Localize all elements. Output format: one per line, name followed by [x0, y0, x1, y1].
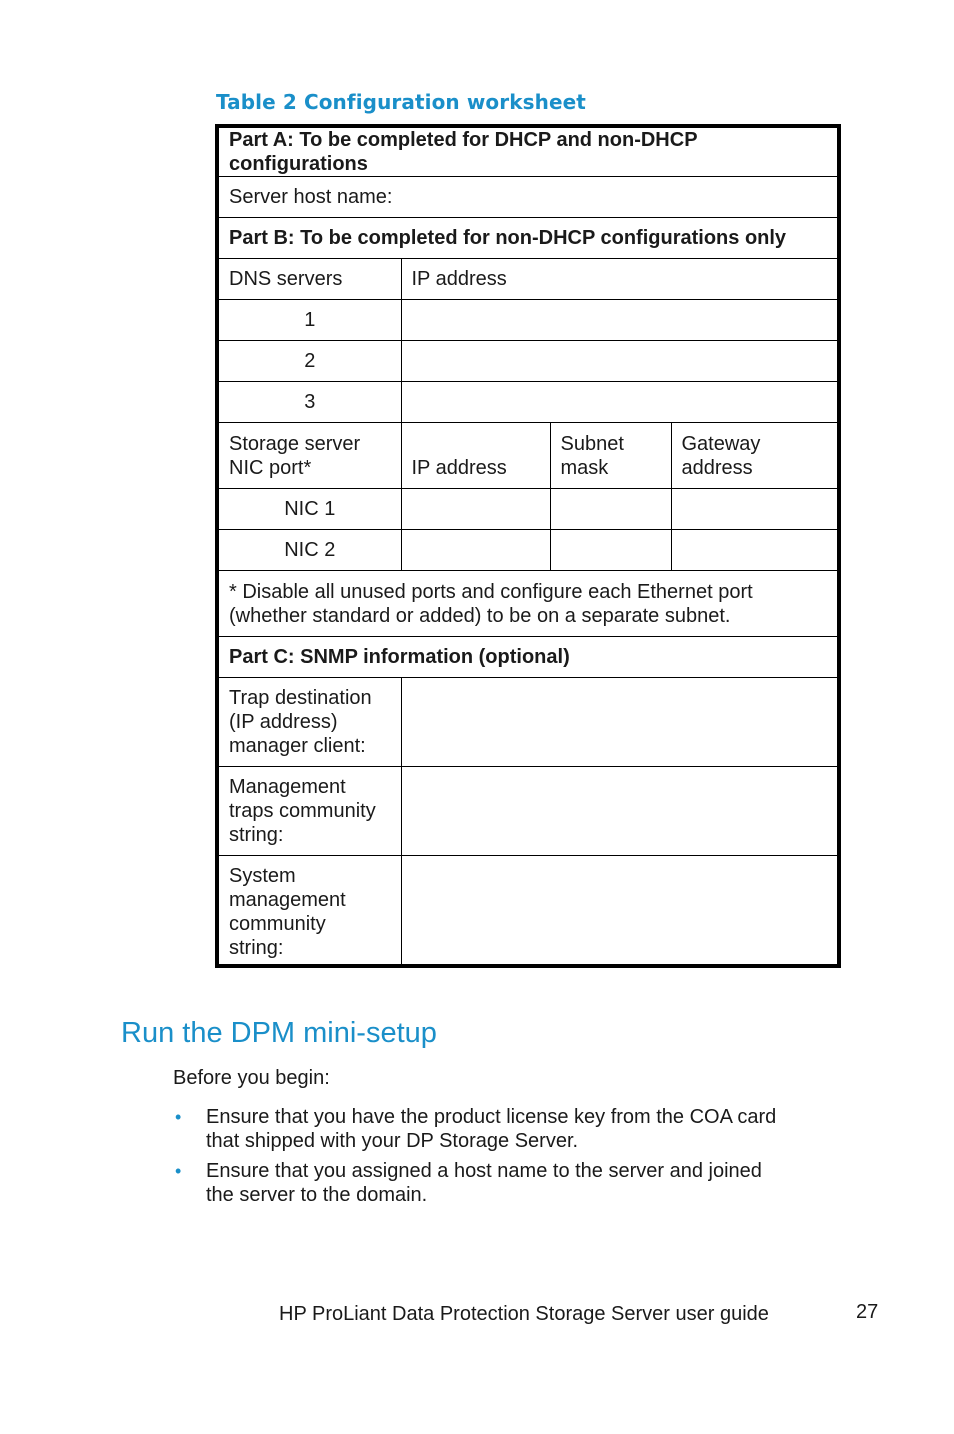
- label-line: (IP address): [229, 711, 338, 733]
- ethernet-port-note: [217, 571, 839, 637]
- nic-gateway-cell: [671, 489, 839, 530]
- bullet-line: Ensure that you assigned a host name to the server and joined: [206, 1160, 762, 1182]
- management-traps-label: [217, 767, 401, 856]
- intro-text: Before you begin:: [173, 1067, 330, 1089]
- gateway-address-header: [671, 423, 839, 489]
- system-management-value: [401, 856, 839, 966]
- dns-ip-address-label: IP address: [401, 259, 839, 300]
- table-row: [217, 856, 839, 966]
- table-row: [217, 300, 839, 341]
- part-c-header: Part C: SNMP information (optional): [217, 637, 839, 678]
- label-line: management: [229, 889, 346, 911]
- table-row: [217, 341, 839, 382]
- server-host-name-label: Server host name:: [217, 177, 839, 218]
- table-row: [217, 678, 839, 767]
- label-line: string:: [229, 824, 284, 846]
- management-traps-value: [401, 767, 839, 856]
- dns-ip-cell: [401, 382, 839, 423]
- nic-ip-address-header: IP address: [401, 423, 550, 489]
- nic-gateway-cell: [671, 530, 839, 571]
- nic-subnet-cell: [550, 489, 671, 530]
- dns-servers-label: DNS servers: [217, 259, 401, 300]
- gateway-address-header-line: address: [681, 456, 753, 479]
- page-number: 27: [856, 1301, 879, 1323]
- table-row: [217, 530, 839, 571]
- bullet-line: the server to the domain.: [206, 1184, 428, 1206]
- nic-ip-cell: [401, 530, 550, 571]
- bullet-icon: •: [175, 1161, 182, 1181]
- label-line: Management: [229, 776, 346, 798]
- nic-port-label: NIC 1: [217, 489, 401, 530]
- nic-subnet-cell: [550, 530, 671, 571]
- table-row: [217, 489, 839, 530]
- label-line: traps community: [229, 800, 376, 822]
- nic-ip-cell: [401, 489, 550, 530]
- subnet-mask-header-line: mask: [560, 456, 609, 479]
- part-a-header: Part A: To be completed for DHCP and non-DHCP configurations: [217, 126, 839, 177]
- table-row: [217, 767, 839, 856]
- nic-port-label: NIC 2: [217, 530, 401, 571]
- dns-ip-cell: [401, 300, 839, 341]
- dns-server-number: 3: [217, 382, 401, 423]
- nic-port-header-line: Storage server: [229, 432, 361, 455]
- note-line: (whether standard or added) to be on a separate subnet.: [229, 604, 731, 627]
- dns-ip-cell: [401, 341, 839, 382]
- gateway-address-header-line: Gateway: [681, 432, 761, 455]
- bullet-line: that shipped with your DP Storage Server.: [206, 1130, 579, 1152]
- nic-port-header-line: NIC port*: [229, 456, 312, 479]
- list-item: [173, 1159, 823, 1207]
- label-line: System: [229, 865, 296, 887]
- part-b-header: Part B: To be completed for non-DHCP configurations only: [217, 218, 839, 259]
- label-line: Trap destination: [229, 687, 372, 709]
- nic-port-header: [217, 423, 401, 489]
- bullet-line: Ensure that you have the product license key from the COA card: [206, 1106, 777, 1128]
- prerequisite-list: [173, 1105, 823, 1213]
- list-item: [173, 1105, 823, 1153]
- dns-server-number: 2: [217, 341, 401, 382]
- table-caption: Table 2 Configuration worksheet: [216, 90, 586, 114]
- label-line: string:: [229, 937, 284, 959]
- configuration-worksheet-table: [215, 124, 841, 968]
- subnet-mask-header-line: Subnet: [560, 432, 624, 455]
- trap-destination-value: [401, 678, 839, 767]
- label-line: community: [229, 913, 326, 935]
- trap-destination-label: [217, 678, 401, 767]
- bullet-icon: •: [175, 1107, 182, 1127]
- label-line: manager client:: [229, 735, 366, 757]
- note-line: * Disable all unused ports and configure each Ethernet port: [229, 580, 753, 603]
- subnet-mask-header: [550, 423, 671, 489]
- footer-title: HP ProLiant Data Protection Storage Server user guide: [279, 1303, 769, 1325]
- table-row: [217, 382, 839, 423]
- system-management-label: [217, 856, 401, 966]
- section-title: Run the DPM mini-setup: [121, 1017, 437, 1049]
- dns-server-number: 1: [217, 300, 401, 341]
